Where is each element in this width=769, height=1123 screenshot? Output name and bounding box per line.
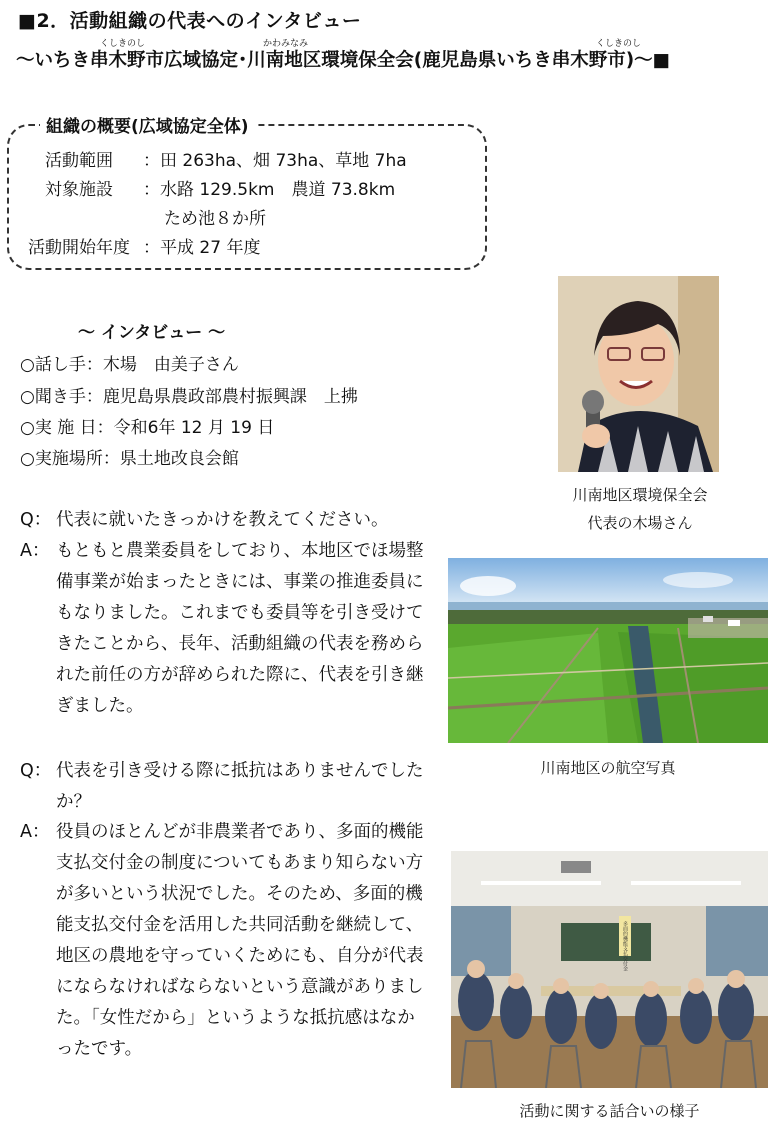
overview-label: 活動範囲: [45, 151, 113, 171]
interview-speaker: ○話し手：木場 由美子さん: [20, 355, 239, 375]
overview-value: ため池８か所: [164, 209, 266, 229]
answer-1: [20, 536, 430, 722]
aerial-illustration: [448, 558, 768, 743]
ruby-kushikino-1: くしきのし: [100, 39, 146, 49]
interview-heading: ～ インタビュー ～: [78, 323, 226, 343]
question-mark: Q：: [20, 510, 52, 530]
meeting-banner-text: 多面的機能支払交付金: [622, 921, 628, 971]
interview-venue: ○実施場所：県土地改良会館: [20, 449, 239, 469]
answer-mark: A：: [20, 541, 50, 561]
overview-title: 組織の概要(広域協定全体): [40, 112, 255, 137]
overview-row-facilities: [45, 175, 395, 200]
overview-row-area: [45, 146, 407, 171]
aerial-photo: [448, 558, 768, 743]
meeting-photo: [451, 851, 768, 1088]
answer-text: もともと農業委員をしており、本地区でほ場整備事業が始まったときには、事業の推進委員にもなりました。これまでも委員等を引き受けてきたことから、長年、活動組織の代表を務められた前任の方が辞められた際に、代表を引き継ぎました。: [56, 541, 424, 716]
answer-2: [20, 817, 430, 1065]
overview-value: ：田 263ha、畑 73ha、草地 7ha: [143, 151, 407, 171]
portrait-caption-line2: 代表の木場さん: [587, 514, 693, 532]
overview-value: ：平成 27 年度: [143, 238, 261, 258]
question-2: [20, 756, 430, 818]
question-text: 代表に就いたきっかけを教えてください。: [56, 510, 389, 530]
answer-mark: A：: [20, 822, 50, 842]
meeting-caption: 活動に関する話合いの様子: [519, 1102, 700, 1120]
section-title-line1: ■2．活動組織の代表へのインタビュー: [18, 10, 362, 32]
ruby-kushikino-2: くしきのし: [596, 39, 642, 49]
interview-interviewer: ○聞き手：鹿児島県農政部農村振興課 上拂: [20, 387, 358, 407]
section-title-line2: ～いちき串木野市広域協定･川南地区環境保全会(鹿児島県いちき串木野市)～■: [16, 50, 671, 71]
question-1: [20, 505, 430, 536]
overview-value: ：水路 129.5km 農道 73.8km: [143, 180, 396, 200]
overview-row-ponds: [164, 204, 266, 229]
answer-text: 役員のほとんどが非農業者であり、多面的機能支払交付金の制度についてもあまり知らない方が多いという状況でした。そのため、多面的機能支払交付金を活用した共同活動を継続して、地区の農地を守っていくためにも、自分が代表にならなければならないという意識がありました。「女性だから」というような抵抗感はなかったです。: [56, 822, 424, 1059]
portrait-illustration: [558, 276, 719, 472]
overview-row-start-year: [28, 233, 260, 258]
meeting-illustration: [451, 851, 768, 1088]
question-text: 代表を引き受ける際に抵抗はありませんでしたか？: [56, 761, 424, 812]
portrait-caption-line1: 川南地区環境保全会: [572, 486, 708, 504]
overview-label: 活動開始年度: [28, 238, 130, 258]
aerial-caption: 川南地区の航空写真: [540, 759, 676, 777]
portrait-photo: [558, 276, 719, 472]
question-mark: Q：: [20, 761, 52, 781]
interview-date: ○実 施 日：令和6年 12 月 19 日: [20, 418, 275, 438]
ruby-kawaminami: かわみなみ: [263, 39, 309, 49]
overview-label: 対象施設: [45, 180, 113, 200]
